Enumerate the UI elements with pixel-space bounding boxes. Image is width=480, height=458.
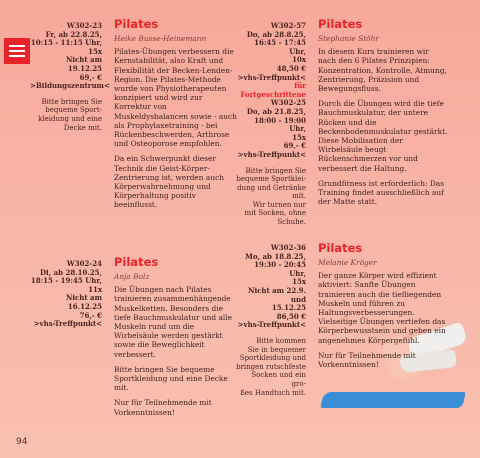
course-price: 76,- € [79,310,102,320]
course-level: für Fortgeschrittene [240,81,306,99]
course-note: Decke mit. [63,123,102,132]
course-paragraph: Durch die Übungen wird die tiefe Bauchmuskulatur, der untere Rücken und die Beckenbodenmuskulatur gestärkt. Diese Mobilisation der Wirbelsäule beugt Rückenschmerzen vor und verbessert die Haltung. [318,99,448,173]
course-paragraph: Pilates-Übungen verbessern die Kernstabilität, also Kraft und Flexibilität der Becken-Lenden-Region. Die Pilates-Methode wurde von Physiotherapeuten konzipiert und wird zur Korrektur von Muskeldysbalancen sowie - auch als Prophylaxetraining - bei Rückenbeschwerden, Arthrose und Osteoporose empfohlen. [114,47,237,149]
course-author: Heike Busse-Heinemann [114,34,207,43]
menu-icon[interactable] [4,38,30,64]
course-paragraph: In diesem Kurs trainieren wir nach den 6 Pilates Prinzipien: Konzentration, Kontrolle, Atmung, Zentrierung, Präzision und Bewegungsfluss. [318,47,447,94]
course-note: mit. [292,192,306,201]
course-code: W302-24 [66,259,102,268]
course-author: Melanie Kröger [318,258,377,267]
course-note: Socken und ein gro- [251,371,306,388]
course-time: 16:45 - 17:45 Uhr, [254,38,306,56]
course-date: Mo, ab 18.8.25, [245,251,306,261]
course-exception: Nicht am 22.9. und [248,285,306,304]
course-code: W302-25 [270,98,306,108]
course-count: 15x [292,132,306,142]
course-location[interactable]: >vhs-Treffpunkt< [237,72,306,82]
course-time: 19:30 - 20:45 Uhr, [254,260,306,278]
course-title: Pilates [114,255,159,269]
course-note: mit Socken, ohne [244,209,306,218]
course-code: W302-36 [270,243,306,252]
course-note: bequeme Sport- [45,106,102,115]
course-description [318,242,448,375]
course-location[interactable]: >Bildungszentrum< [30,81,110,91]
course-paragraph: Der ganze Körper wird effizient aktiviert: Sanfte Übungen trainieren auch die tiefliegenden Muskeln und führen zu Haltungsverbesserungen. Vielseitige Übungen vertiefen das Körperbewusstsein und geben ein angenehmes Körpergefühl. [318,271,446,345]
course-note: Bitte bringen Sie [245,166,306,175]
course-meta [30,260,102,329]
course-description [114,256,238,423]
course-note: bequeme Sportklei- [236,175,306,184]
course-price: 86,50 € [276,311,306,321]
course-price: 48,50 € [276,63,306,73]
course-note: kleidung und eine [38,114,102,123]
course-paragraph: Die Übungen nach Pilates trainieren zusammenhängende Muskelketten. Besonders die tiefe Bauchmuskulatur und alle Muskeln rund um die Wirbelsäule werden gestärkt sowie die Beweglichkeit verbessert. [114,285,232,359]
course-exception: Nicht am 19.12.25 [65,55,102,73]
course-note: Bitte bringen Sie [41,97,102,106]
course-note: Wir turnen nur [252,200,306,209]
course-date: Do, ab 21.8.25, [246,106,306,116]
course-title: Pilates [318,17,363,31]
course-code: W302-57 [270,21,306,30]
course-note: Schuhe. [277,218,306,227]
course-date: Di, ab 28.10.25, [39,267,102,277]
course-location[interactable]: >vhs-Treffpunkt< [33,319,102,329]
course-title: Pilates [318,241,363,255]
course-paragraph: Grundfitness ist erforderlich: Das Training findet ausschließlich auf der Matte statt. [318,178,444,207]
course-description [318,18,448,212]
course-paragraph: Da ein Schwerpunkt dieser Technik die Geist-Körper-Zentrierung ist, werden auch Körperwahrnehmung und Körperhaltung positiv beeinflusst. [114,154,224,210]
photo-mat [320,392,465,408]
course-note: ßes Handtuch mit. [240,388,306,397]
course-author: Anja Bolz [114,272,150,281]
course-code: W302-23 [66,21,102,30]
course-meta [30,21,110,132]
course-meta [236,22,306,227]
course-time: 18:15 - 19:45 Uhr, [30,276,102,286]
course-price: 69,- € [283,141,306,151]
course-count: 15x [88,46,102,56]
course-paragraph: Nur für Teilnehmende mit Vorkenntnissen! [318,350,416,370]
course-note: bringen rutschfeste [236,362,306,371]
course-count: 15x [292,277,306,287]
course-note: Bitte kommen [256,336,306,345]
course-price: 69,- € [79,72,102,82]
course-meta [236,244,306,397]
course-paragraph: Bitte bringen Sie bequeme Sportkleidung und eine Decke mit. [114,364,228,393]
course-time: 10:15 - 11:15 Uhr, [30,38,102,48]
course-title: Pilates [114,17,159,31]
course-author: Stephanie Stöhr [318,34,379,43]
course-note: dung und Getränke [237,183,306,192]
course-date: Fr, ab 22.8.25, [45,29,102,39]
course-note: Sportkleidung und [239,354,306,363]
course-location[interactable]: >vhs-Treffpunkt< [237,149,306,159]
course-count: 10x [292,55,306,65]
course-date: Do, ab 28.8.25, [246,29,306,39]
course-description [114,18,238,216]
course-exception: 15.12.25 [271,303,306,313]
course-exception: Nicht am 16.12.25 [65,293,102,311]
page-number: 94 [16,437,28,447]
course-time: 18:00 - 19:00 Uhr, [254,115,306,134]
course-location[interactable]: >vhs-Treffpunkt< [237,320,306,330]
course-paragraph: Nur für Teilnehmende mit Vorkenntnissen! [114,398,212,417]
course-note: Sie in bequemer [247,345,306,354]
course-count: 11x [88,284,102,294]
